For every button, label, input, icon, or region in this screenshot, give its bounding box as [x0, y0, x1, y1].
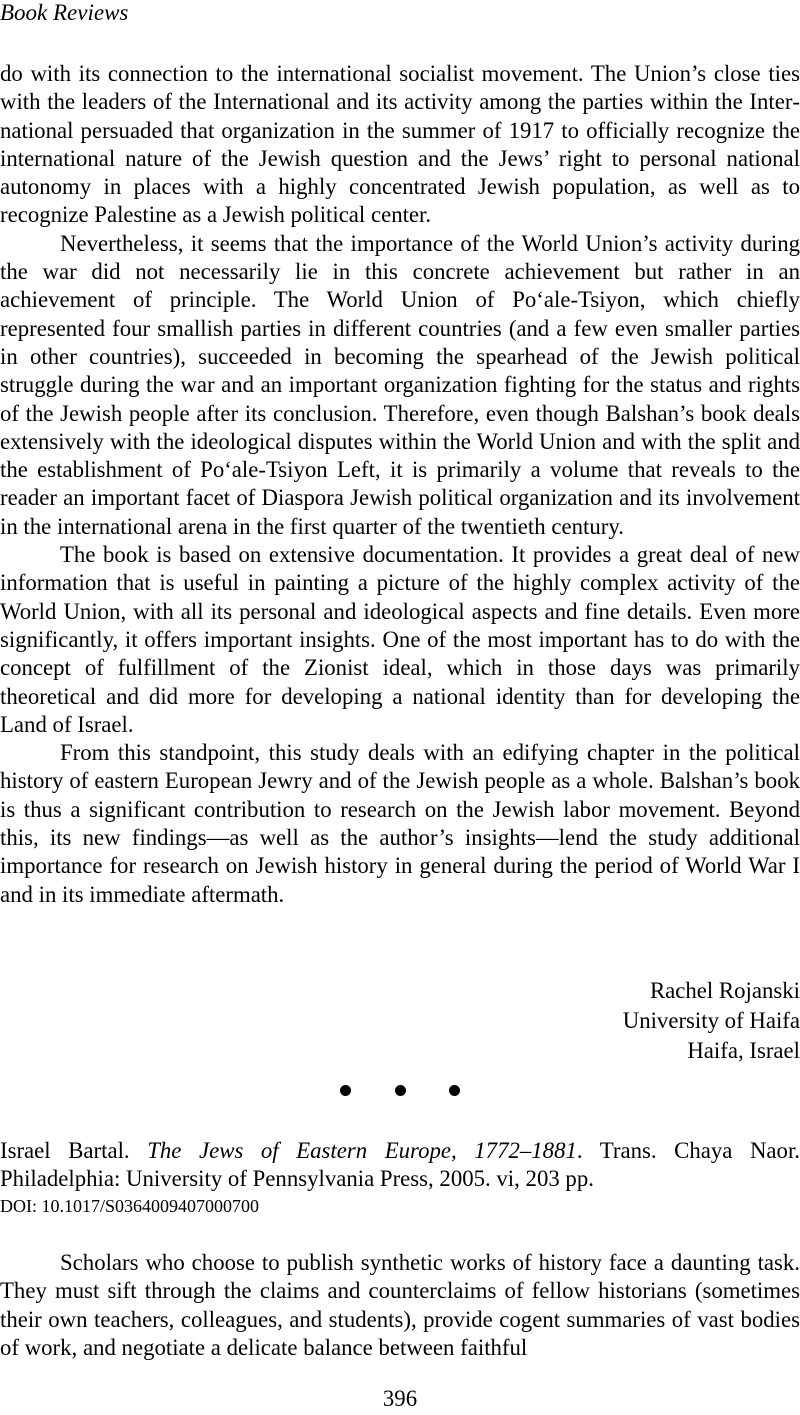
citation-author: Israel Bartal.	[0, 1138, 130, 1163]
separator-dot	[395, 1085, 406, 1096]
reviewer-signature	[623, 976, 800, 1066]
separator-dot	[340, 1085, 351, 1096]
reviewer-location: Haifa, Israel	[687, 1038, 800, 1063]
section-separator	[340, 1085, 460, 1096]
paragraph: The book is based on extensive documentation. It provides a great deal of new information that is useful in painting a picture of the highly complex activity of the World Union, with all its personal and ideological aspects and fine details. Even more significantly, it offers important insights. One of the most important has to do with the concept of fulfillment of the Zionist ideal, which in those days was primarily theoretical and did more for developing a national identity than for developing the Land of Israel.	[0, 542, 800, 737]
citation-title: The Jews of Eastern Europe, 1772–1881	[147, 1138, 577, 1163]
doi-link[interactable]: DOI: 10.1017/S0364009407000700	[0, 1196, 260, 1216]
paragraph: do with its connection to the international socialist movement. The Union’s close ties with the leaders of the International and its activity among the parties within the International persuaded that organization in the summer of 1917 to officially recognize the international nature of the Jewish question and the Jews’ right to personal national autonomy in places with a highly concentrated Jewish population, as well as to recognize Palestine as a Jewish political center.	[0, 61, 800, 228]
page-number: 396	[382, 1386, 418, 1411]
reviewer-name: Rachel Rojanski	[649, 978, 800, 1003]
book-citation	[0, 1137, 800, 1194]
paragraph: Nevertheless, it seems that the importance of the World Union’s activity during the war did not necessarily lie in this concrete achievement but rather in an achievement of principle. The World Union of Po‘ale-Tsiyon, which chiefly represented four smallish parties in different countries (and a few even smaller parties in other countries), succeeded in becoming the spearhead of the Jewish political struggle during the war and an important organization fighting for the status and rights of the Jewish people after its conclusion. Therefore, even though Balshan’s book deals extensively with the ideological disputes within the World Union and with the split and the establishment of Po‘ale-Tsiyon Left, it is primarily a volume that reveals to the reader an important facet of Diaspora Jewish political organization and its involvement in the international arena in the first quarter of the twentieth century.	[0, 230, 800, 539]
paragraph: Scholars who choose to publish synthetic works of history face a daunting task. They must sift through the claims and counterclaims of fellow historians (sometimes their own teachers, colleagues, and students), provide cogent summaries of vast bodies of work, and negotiate a delicate balance between faithful	[0, 1250, 800, 1360]
review-body	[0, 60, 800, 909]
paragraph: From this standpoint, this study deals with an edifying chapter in the political history of eastern European Jewry and of the Jewish people as a whole. Balshan’s book is thus a significant contribution to research on the Jewish labor movement. Beyond this, its new findings—as well as the author’s insights—lend the study additional importance for research on Jewish history in general during the period of World War I and in its immediate aftermath.	[0, 740, 800, 907]
running-head: Book Reviews	[0, 0, 129, 25]
separator-dot	[449, 1085, 460, 1096]
citation-publication: . Trans. Chaya Naor. Philadelphia: University of Pennsylvania Press, 2005. vi, 203 pp.	[0, 1138, 800, 1192]
reviewer-institution: University of Haifa	[622, 1008, 800, 1033]
